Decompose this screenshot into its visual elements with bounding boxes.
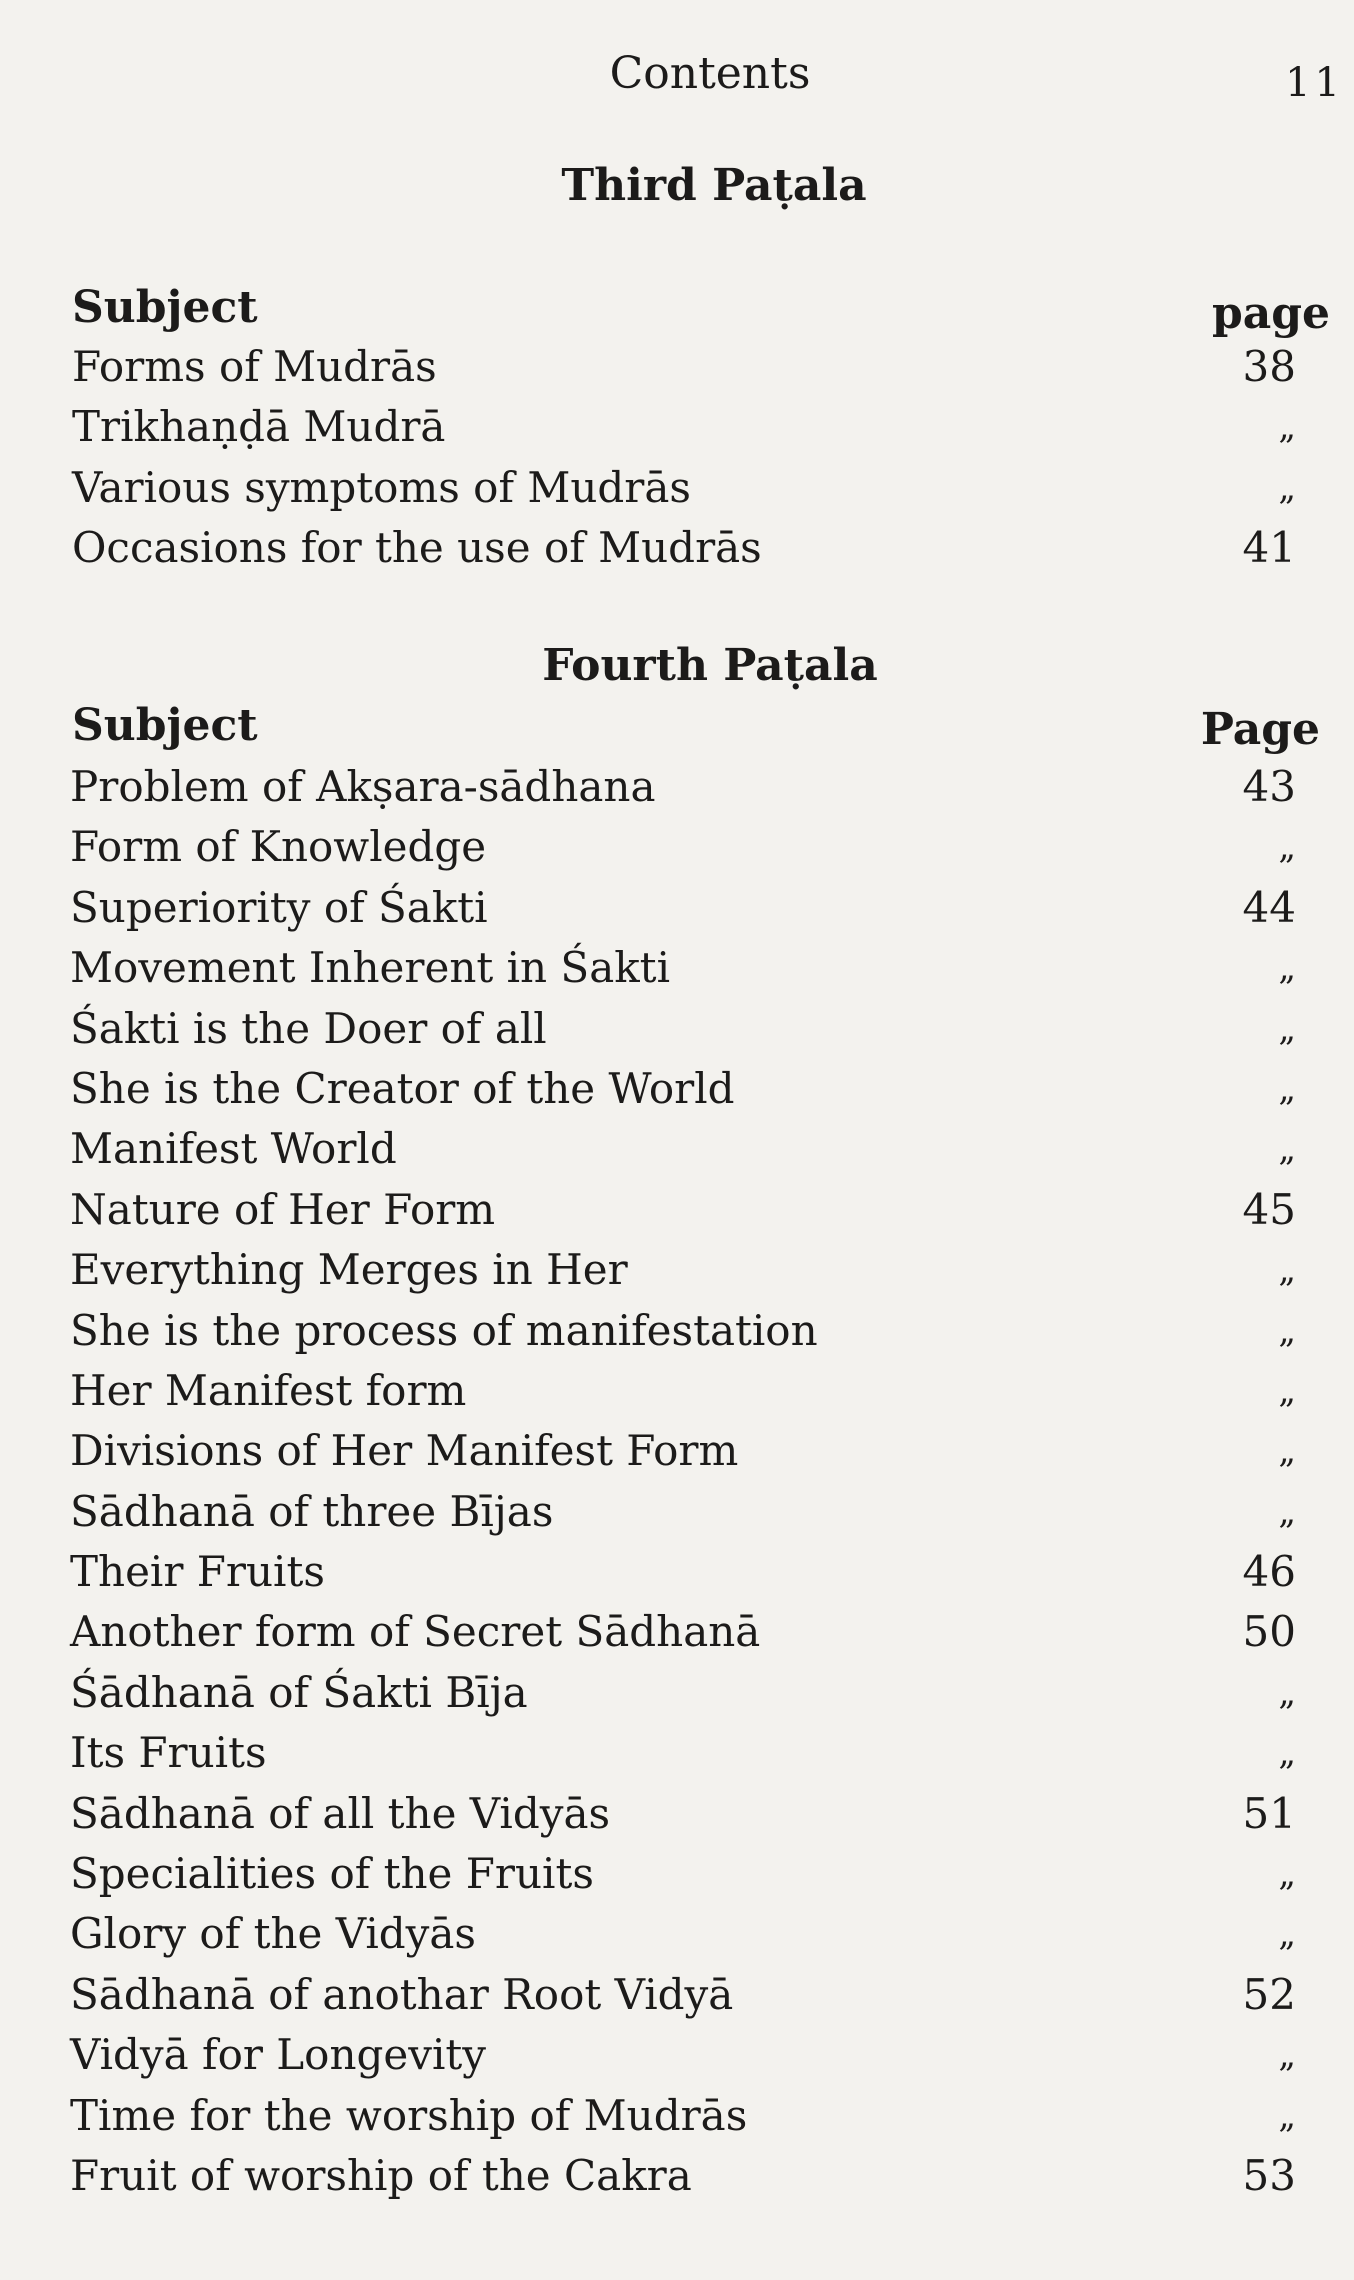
toc-row [70, 1119, 1296, 1179]
toc-row [72, 518, 1296, 578]
toc-page: 51 [1242, 1788, 1296, 1838]
toc-subject: Śādhanā of Śakti Bīja [70, 1667, 528, 1717]
table-header-fourth-patala [72, 700, 1320, 760]
toc-subject: Fruit of worship of the Cakra [70, 2150, 692, 2200]
toc-subject: She is the process of manifestation [70, 1305, 818, 1355]
toc-page: 50 [1242, 1607, 1296, 1657]
toc-subject: Superiority of Śakti [70, 882, 488, 932]
toc-subject: Specialities of the Fruits [70, 1849, 594, 1899]
toc-row [70, 1542, 1296, 1602]
toc-row [70, 1180, 1296, 1240]
toc-row [70, 1663, 1296, 1723]
toc-row [70, 1059, 1296, 1119]
toc-subject: Another form of Secret Sādhanā [70, 1607, 761, 1657]
toc-list-third-patala [72, 337, 1296, 579]
toc-subject: Movement Inherent in Śakti [70, 943, 670, 993]
toc-page: „ [1278, 467, 1296, 508]
toc-subject: Divisions of Her Manifest Form [70, 1426, 739, 1476]
toc-row [72, 337, 1296, 397]
toc-subject: Time for the worship of Mudrās [70, 2090, 748, 2140]
toc-row [70, 1421, 1296, 1481]
toc-row [70, 817, 1296, 877]
toc-page: „ [1278, 1068, 1296, 1109]
toc-subject: Forms of Mudrās [72, 342, 437, 391]
toc-row [70, 1784, 1296, 1844]
toc-page: 52 [1242, 1969, 1296, 2019]
toc-subject: Form of Knowledge [70, 822, 487, 872]
toc-row [72, 458, 1296, 518]
toc-row [70, 1301, 1296, 1361]
toc-subject: Its Fruits [70, 1728, 267, 1778]
toc-row [70, 1844, 1296, 1904]
toc-subject: Śakti is the Doer of all [70, 1003, 547, 1053]
toc-page: „ [1278, 2095, 1296, 2136]
toc-subject: Her Manifest form [70, 1365, 467, 1415]
page-number: 11 [1285, 60, 1344, 106]
toc-subject: Various symptoms of Mudrās [72, 462, 691, 512]
toc-page: „ [1278, 1370, 1296, 1411]
toc-subject: She is the Creator of the World [70, 1063, 735, 1113]
toc-page: „ [1278, 1914, 1296, 1955]
toc-row [70, 1602, 1296, 1662]
toc-page: „ [1278, 827, 1296, 868]
toc-row [70, 878, 1296, 938]
toc-subject: Sādhanā of three Bījas [70, 1486, 554, 1536]
toc-list-fourth-patala [70, 757, 1296, 2206]
toc-page: „ [1278, 1310, 1296, 1351]
toc-page: „ [1278, 407, 1296, 448]
toc-page: 38 [1242, 342, 1296, 391]
toc-page: 45 [1242, 1184, 1296, 1234]
header-page: page [1211, 288, 1330, 339]
toc-row [70, 938, 1296, 998]
toc-subject: Everything Merges in Her [70, 1245, 628, 1295]
toc-page: „ [1278, 1008, 1296, 1049]
header-subject: Subject [72, 282, 258, 333]
toc-row [70, 757, 1296, 817]
toc-row [70, 1904, 1296, 1964]
header-subject: Subject [72, 700, 258, 751]
toc-subject: Sādhanā of anothar Root Vidyā [70, 1969, 734, 2019]
toc-page: „ [1278, 1491, 1296, 1532]
toc-subject: Glory of the Vidyās [70, 1909, 476, 1959]
toc-subject: Sādhanā of all the Vidyās [70, 1788, 611, 1838]
toc-subject: Manifest World [70, 1124, 397, 1174]
toc-page: 53 [1242, 2150, 1296, 2200]
toc-page: 44 [1242, 882, 1296, 932]
toc-row [72, 397, 1296, 457]
toc-row [70, 2025, 1296, 2085]
table-header-third-patala [72, 282, 1330, 342]
running-head: Contents [609, 48, 811, 99]
toc-subject: Nature of Her Form [70, 1184, 496, 1234]
toc-page: 46 [1242, 1547, 1296, 1597]
toc-row [70, 2146, 1296, 2206]
toc-page: „ [1278, 1672, 1296, 1713]
toc-page: „ [1278, 1129, 1296, 1170]
toc-row [70, 1723, 1296, 1783]
section-title-third-patala: Third Paṭala [561, 160, 867, 211]
toc-page: „ [1278, 1250, 1296, 1291]
toc-row [70, 1240, 1296, 1300]
toc-row [70, 1965, 1296, 2025]
toc-page: „ [1278, 1733, 1296, 1774]
section-title-fourth-patala: Fourth Paṭala [542, 640, 878, 691]
toc-subject: Trikhaṇḍā Mudrā [72, 402, 446, 452]
toc-row [70, 999, 1296, 1059]
toc-subject: Problem of Akṣara-sādhana [70, 762, 656, 811]
toc-row [70, 1482, 1296, 1542]
toc-subject: Occasions for the use of Mudrās [72, 523, 762, 573]
toc-page: „ [1278, 1854, 1296, 1895]
toc-page: „ [1278, 2035, 1296, 2076]
toc-page: 41 [1242, 523, 1296, 573]
toc-page: 43 [1242, 762, 1296, 811]
toc-page: „ [1278, 948, 1296, 989]
toc-page: „ [1278, 1431, 1296, 1472]
toc-subject: Their Fruits [70, 1547, 325, 1597]
header-page: Page [1200, 704, 1320, 755]
toc-subject: Vidyā for Longevity [70, 2030, 487, 2080]
toc-row [70, 1361, 1296, 1421]
toc-row [70, 2086, 1296, 2146]
